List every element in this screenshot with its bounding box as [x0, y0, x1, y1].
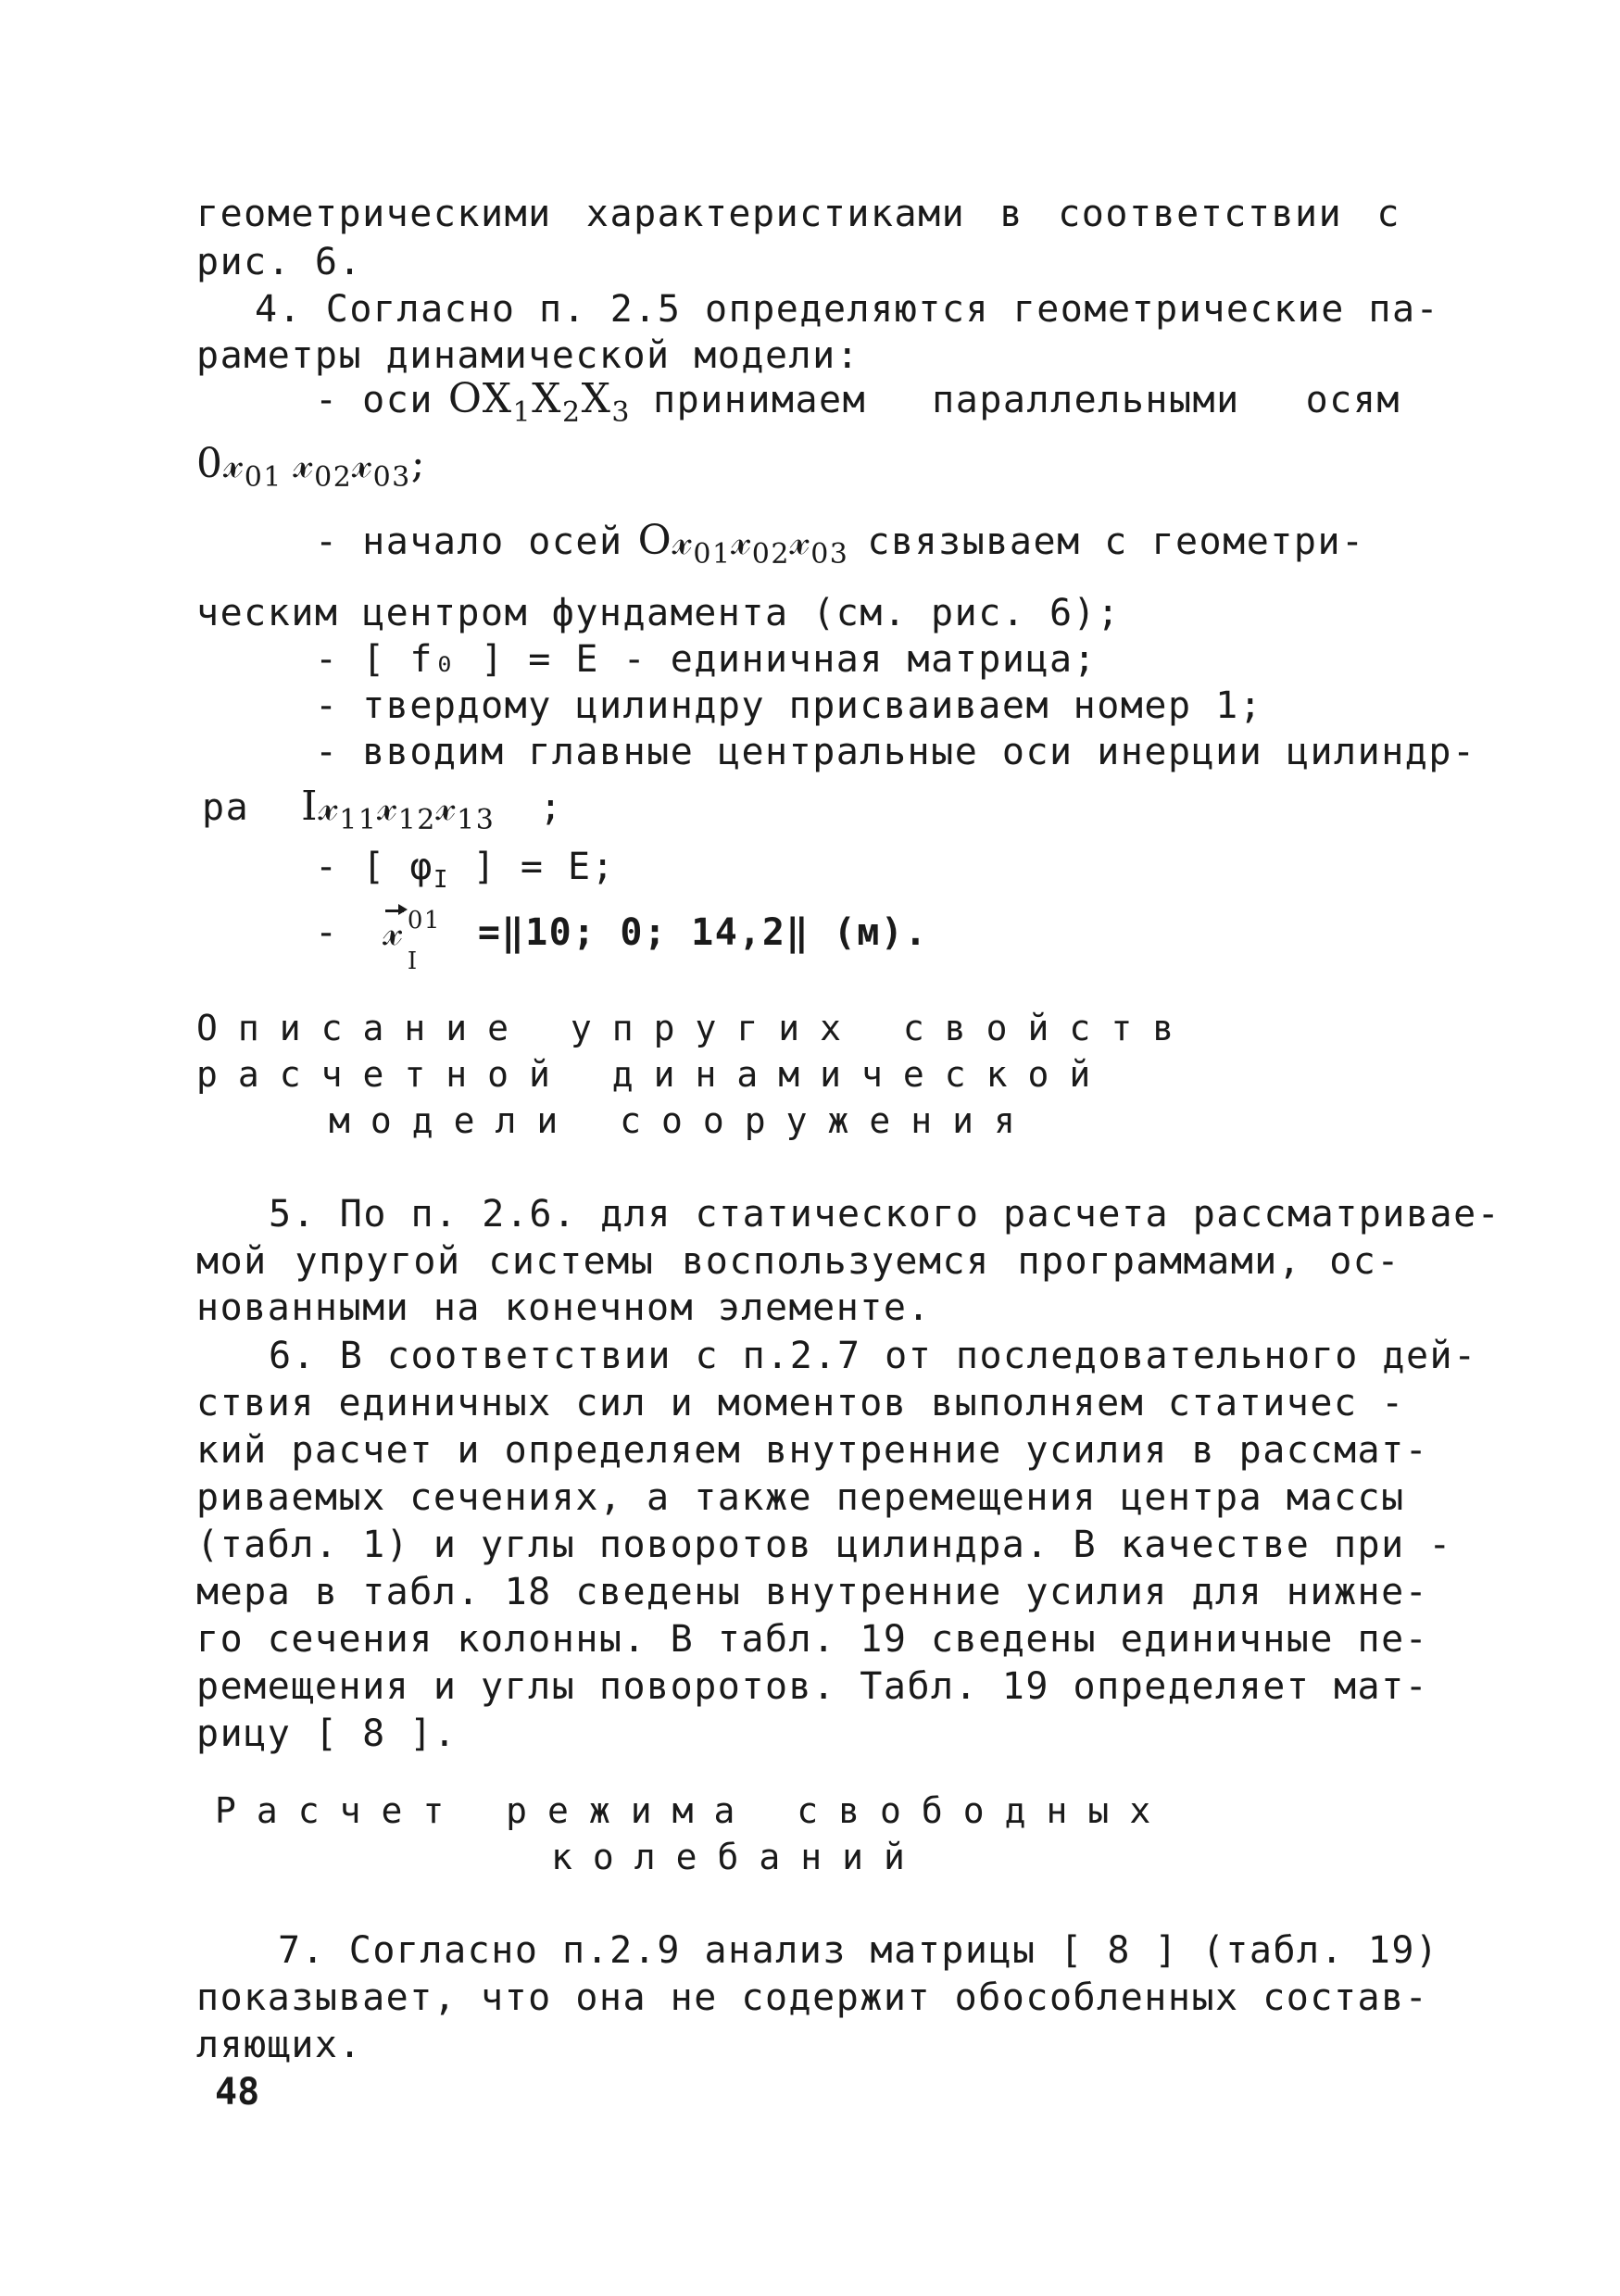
word: геометрическими [196, 193, 552, 235]
text-fragment: ; [539, 786, 563, 829]
math-subscript: 01 [244, 461, 283, 494]
math-subscript: 11 [339, 804, 378, 836]
text-line: 5. По п. 2.6. для статического расчета рассматривае- [269, 1193, 1501, 1236]
math-symbol: O𝓍 [637, 517, 694, 564]
axes-formula [301, 783, 495, 845]
math-subscript: 02 [751, 538, 790, 571]
section-heading: колебаний [551, 1837, 925, 1877]
math-subscript: 01 [693, 538, 732, 571]
section-heading: Расчет режима свободных [215, 1790, 1172, 1831]
math-symbol: ; [410, 440, 427, 487]
text-fragment: - оси [315, 379, 433, 421]
math-symbol: 𝓍 [293, 440, 315, 487]
axes-formula [638, 517, 849, 579]
math-symbol: 𝓍 [377, 783, 398, 830]
math-subscript: 2 [561, 396, 582, 429]
word: соответствии [1058, 193, 1343, 235]
math-subscript: 12 [397, 804, 436, 836]
text-fragment [653, 376, 1400, 424]
vector-formula [383, 908, 441, 976]
text-line: - [ f₀ ] = E - единичная матрица; [315, 638, 1098, 681]
math-symbol: 𝓍 [789, 517, 811, 564]
text-line: (табл. 1) и углы поворотов цилиндра. В качестве при - [196, 1524, 1452, 1566]
text-fragment: связываем с геометри- [867, 521, 1365, 563]
text-line: 4. Согласно п. 2.5 определяются геометрические па- [255, 288, 1440, 331]
text-fragment: ра [202, 786, 250, 829]
math-symbol: 𝓍 [435, 783, 458, 830]
text-line [202, 783, 563, 845]
text-line: - твердому цилиндру присваиваем номер 1; [315, 684, 1263, 727]
math-subscript: 13 [457, 804, 496, 836]
text-line [196, 1237, 1400, 1286]
page-number: 48 [215, 2071, 260, 2114]
math-subscript: 1 [512, 396, 533, 429]
math-symbol: 0𝓍 [196, 440, 245, 487]
word: осям [1305, 379, 1400, 421]
math-symbol: OX [447, 375, 513, 422]
word: воспользуемся [682, 1240, 990, 1283]
text-line [315, 908, 928, 976]
math-symbol: 𝓍 [731, 517, 752, 564]
text-line: показывает, что она не содержит обособленных состав- [196, 1976, 1429, 2019]
text-fragment: ] = E; [472, 846, 616, 888]
word: в [999, 193, 1024, 235]
section-heading: Описание упругих свойств [196, 1008, 1195, 1048]
vector-symbol: 𝓍 [383, 908, 404, 955]
word: системы [488, 1240, 655, 1283]
math-symbol: X [581, 375, 612, 422]
text-line: кий расчет и определяем внутренние усилия в рассмат- [196, 1429, 1429, 1472]
text-line [315, 517, 1365, 579]
text-line: ствия единичных сил и моментов выполняем статичес - [196, 1382, 1405, 1424]
text-line: го сечения колонны. В табл. 19 сведены единичные пе- [196, 1618, 1429, 1661]
word: с [1376, 193, 1400, 235]
axes-formula [196, 440, 426, 502]
text-line: 7. Согласно п.2.9 анализ матрицы [ 8 ] (табл. 19) [278, 1929, 1439, 1972]
text-line: мера в табл. 18 сведены внутренние усилия для нижне- [196, 1571, 1429, 1613]
text-line: ляющих. [196, 2024, 363, 2066]
section-heading: модели сооружения [329, 1100, 1036, 1141]
text-line: ремещения и углы поворотов. Табл. 19 определяет мат- [196, 1665, 1429, 1708]
word: принимаем [652, 379, 867, 421]
section-heading: расчетной динамической [196, 1054, 1111, 1095]
text-line: ческим центром фундамента (см. рис. 6); [196, 592, 1121, 634]
text-line [196, 190, 1400, 238]
word: характеристиками [585, 193, 966, 235]
math-subscript: 02 [314, 461, 353, 494]
math-subscript: 3 [611, 396, 631, 429]
math-subscript: I [433, 866, 450, 894]
text-fragment: =‖10; 0; 14,2‖ (м). [477, 911, 928, 954]
word: ос- [1329, 1240, 1400, 1283]
math-symbol: 𝓍 [352, 440, 373, 487]
text-line: нованными на конечном элементе. [196, 1286, 932, 1329]
text-line: раметры динамической модели: [196, 334, 860, 377]
text-fragment: - начало осей [315, 521, 623, 563]
word: программами, [1017, 1240, 1302, 1283]
word: мой [196, 1240, 268, 1283]
math-subscript: 03 [372, 461, 411, 494]
math-superscript: 01 [407, 907, 441, 935]
text-line [315, 843, 615, 904]
text-line: рис. 6. [196, 241, 363, 283]
text-line: риваемых сечениях, а также перемещения центра массы [196, 1476, 1405, 1519]
text-fragment: - [ φ [315, 846, 433, 888]
word: параллельными [932, 379, 1240, 421]
math-subscript: 03 [810, 538, 849, 571]
math-symbol: X [532, 375, 562, 422]
text-line: 6. В соответствии с п.2.7 от последовательного дей- [269, 1335, 1477, 1377]
axes-formula [448, 375, 631, 437]
word: упругой [295, 1240, 461, 1283]
math-symbol: I𝓍 [301, 783, 340, 830]
text-line: рицу [ 8 ]. [196, 1713, 458, 1755]
text-line: - вводим главные центральные оси инерции цилиндр- [315, 731, 1476, 773]
text-line [315, 375, 1400, 437]
math-subscript: I [407, 947, 419, 975]
text-fragment: - [315, 911, 339, 954]
